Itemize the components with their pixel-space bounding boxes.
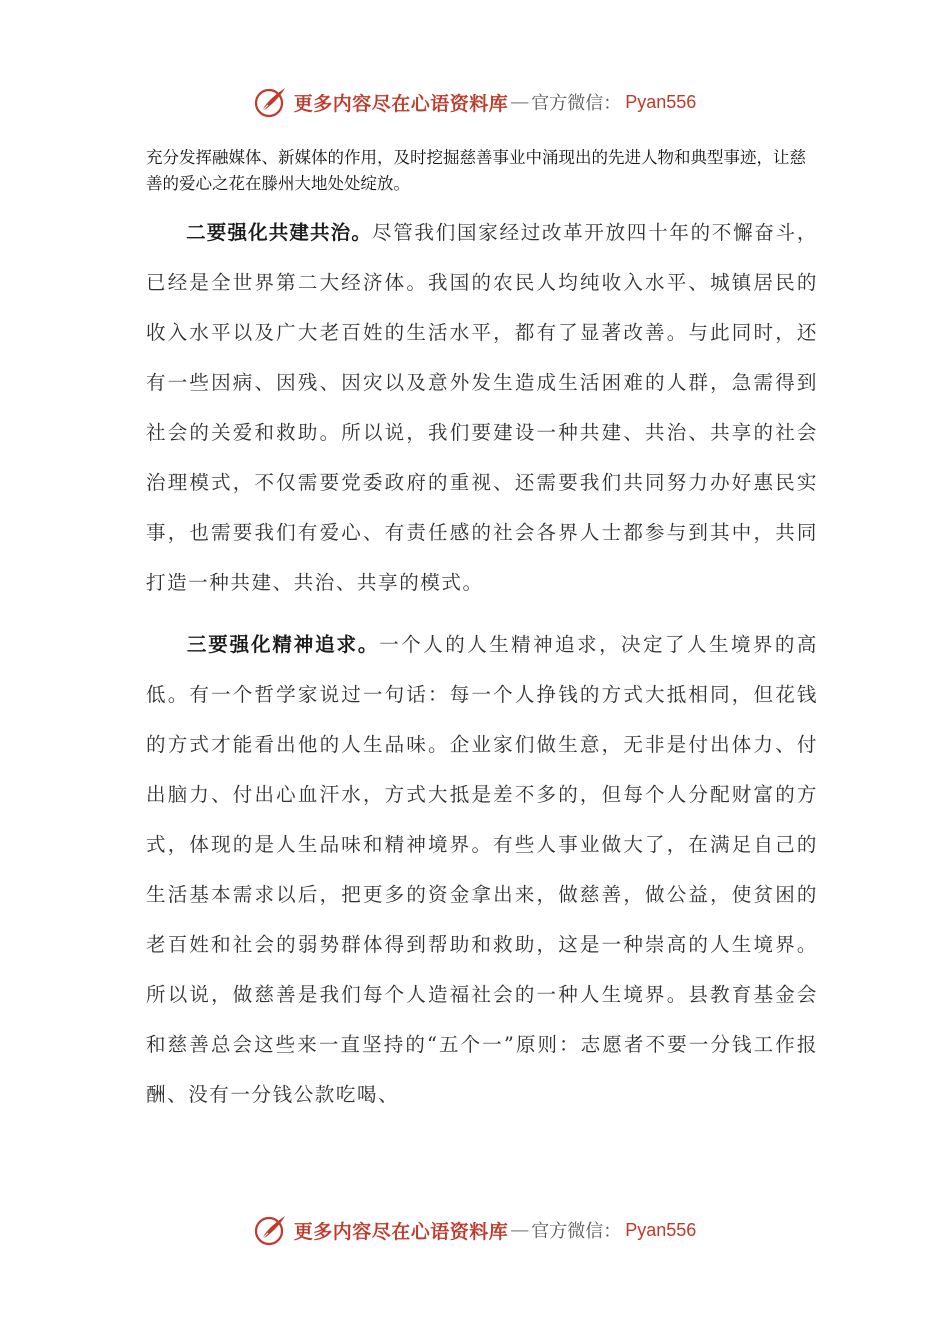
section-2-heading: 二要强化共建共治。 (186, 221, 372, 244)
brand-text: 更多内容尽在心语资料库 (293, 1220, 509, 1243)
banner-dash: — (510, 1219, 530, 1241)
section-2-body: 尽管我们国家经过改革开放四十年的不懈奋斗，已经是全世界第二大经济体。我国的农民人均纯收入水平、城镇居民的收入水平以及广大老百姓的生活水平，都有了显著改善。与此同时，还有一些因病、因残、因灾以及意外发生造成生活困难的人群，急需得到社会的关爱和救助。所以说，我们要建设一种共建、共治、共享的社会治理模式，不仅需要党委政府的重视、还需要我们共同努力办好惠民实事，也需要我们有爱心、有责任感的社会各界人士都参与到其中，共同打造一种共建、共治、共享的模式。 (146, 221, 818, 594)
quill-logo-icon (254, 1213, 288, 1247)
wechat-label: 官方微信： (531, 93, 622, 114)
wechat-id: Pyan556 (625, 91, 697, 112)
section-3-body: 一个人的人生精神追求，决定了人生境界的高低。有一个哲学家说过一句话：每一个人挣钱的方式大抵相同，但花钱的方式才能看出他的人生品味。企业家们做生意，无非是付出体力、付出脑力、付出心血汗水，方式大抵是差不多的，但每个人分配财富的方式，体现的是人生品味和精神境界。有些人事业做大了，在满足自己的生活基本需求以后，把更多的资金拿出来，做慈善，做公益，使贫困的老百姓和社会的弱势群体得到帮助和救助，这是一种崇高的人生境界。所以说，做慈善是我们每个人造福社会的一种人生境界。县教育基金会和慈善总会这些来一直坚持的“五个一”原则：志愿者不要一分钱工作报酬、没有一分钱公款吃喝、 (146, 633, 818, 1106)
wechat-label: 官方微信： (531, 1221, 622, 1242)
wechat-id: Pyan556 (625, 1219, 697, 1240)
quill-logo-icon (254, 85, 288, 119)
header-banner (0, 82, 950, 122)
section-2-paragraph (146, 208, 818, 608)
section-3-heading: 三要强化精神追求。 (186, 633, 380, 656)
brand-text: 更多内容尽在心语资料库 (293, 92, 509, 115)
footer-banner (0, 1210, 950, 1250)
section-3-paragraph (146, 620, 818, 1120)
lead-paragraph: 充分发挥融媒体、新媒体的作用，及时挖掘慈善事业中涌现出的先进人物和典型事迹，让慈善的爱心之花在滕州大地处处绽放。 (146, 148, 806, 193)
banner-dash: — (510, 91, 530, 113)
